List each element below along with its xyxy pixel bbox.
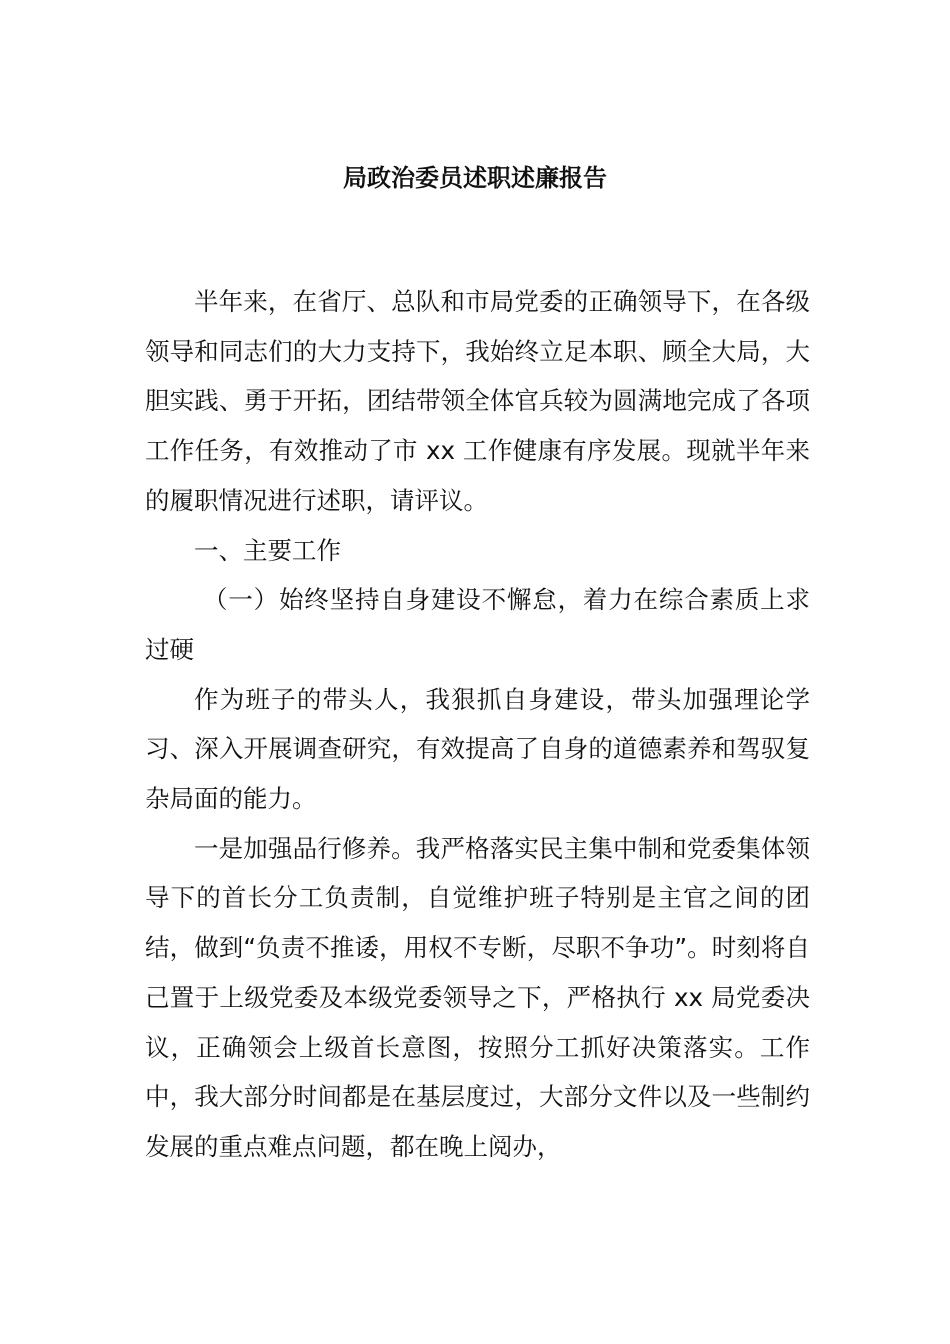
section-heading-main-work: 一、主要工作 xyxy=(194,535,341,565)
subsection-heading-1: （一）始终坚持自身建设不懈怠，着力在综合素质上求过硬 xyxy=(145,585,810,664)
paragraph-intro: 半年来，在省厅、总队和市局党委的正确领导下，在各级领导和同志们的大力支持下，我始终立足本职、顾全大局，大胆实践、勇于开拓，团结带领全体官兵较为圆满地完成了各项工作任务，有效推动了市 xx 工作健康有序发展。现就半年来的履职情况进行述职，请评议。 xyxy=(145,287,810,515)
paragraph-moral-cultivation: 一是加强品行修养。我严格落实民主集中制和党委集体领导下的首长分工负责制，自觉维护班子特别是主官之间的团结，做到“负责不推诿，用权不专断，尽职不争功”。时刻将自己置于上级党委及本级党委领导之下，严格执行 xx 局党委决议，正确领会上级首长意图，按照分工抓好决策落实。工作中，我大部分时间都是在基层度过，大部分文件以及一些制约发展的重点难点问题，都在晚上阅办， xyxy=(145,833,810,1161)
document-body xyxy=(145,277,810,1172)
paragraph-self-building: 作为班子的带头人，我狠抓自身建设，带头加强理论学习、深入开展调查研究，有效提高了自身的道德素养和驾驭复杂局面的能力。 xyxy=(145,684,810,814)
document-title: 局政治委员述职述廉报告 xyxy=(343,164,607,192)
